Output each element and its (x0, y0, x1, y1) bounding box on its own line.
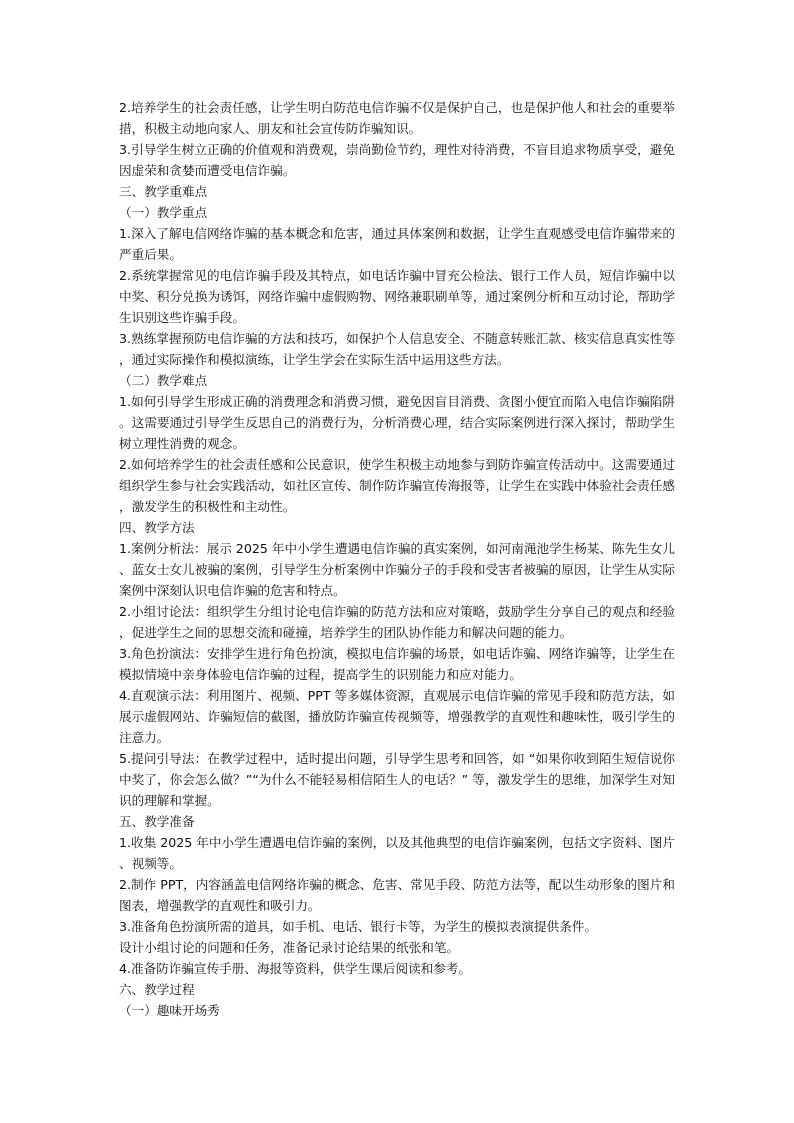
method-paragraph-5: 5.提问引导法：在教学过程中，适时提出问题，引导学生思考和回答，如 “如果你收到陌生短信说你中奖了，你会怎么做？”“为什么不能轻易相信陌生人的电话？” 等，激发学生的思维，加深学生对知识的理解和掌握。 (119, 751, 675, 808)
preparation-paragraph-3: 3.准备角色扮演所需的道具，如手机、电话、银行卡等，为学生的模拟表演提供条件。 (119, 919, 597, 934)
focus-paragraph-2: 2.系统掌握常见的电信诈骗手段及其特点，如电话诈骗中冒充公检法、银行工作人员，短信诈骗中以中奖、积分兑换为诱饵，网络诈骗中虚假购物、网络兼职刷单等，通过案例分析和互动讨论，帮助学生识别这些诈骗手段。 (119, 268, 675, 325)
section-heading-preparation: 五、教学准备 (119, 814, 195, 829)
preparation-paragraph-1: 1.收集 2025 年中小学生遭遇电信诈骗的案例，以及其他典型的电信诈骗案例，包括文字资料、图片、视频等。 (119, 835, 675, 871)
focus-paragraph-3: 3.熟练掌握预防电信诈骗的方法和技巧，如保护个人信息安全、不随意转账汇款、核实信息真实性等，通过实际操作和模拟演练，让学生学会在实际生活中运用这些方法。 (119, 331, 675, 367)
method-paragraph-2: 2.小组讨论法：组织学生分组讨论电信诈骗的防范方法和应对策略，鼓励学生分享自己的观点和经验，促进学生之间的思想交流和碰撞，培养学生的团队协作能力和解决问题的能力。 (119, 604, 675, 640)
method-paragraph-1: 1.案例分析法：展示 2025 年中小学生遭遇电信诈骗的真实案例，如河南渑池学生杨某、陈先生女儿、蓝女士女儿被骗的案例，引导学生分析案例中诈骗分子的手段和受害者被骗的原因，让学生从实际案例中深刻认识电信诈骗的危害和特点。 (119, 541, 675, 598)
subheading-focus: （一）教学重点 (119, 205, 208, 220)
objective-paragraph-2: 2.培养学生的社会责任感，让学生明白防范电信诈骗不仅是保护自己，也是保护他人和社会的重要举措，积极主动地向家人、朋友和社会宣传防诈骗知识。 (119, 100, 675, 136)
preparation-paragraph-4: 4.准备防诈骗宣传手册、海报等资料，供学生课后阅读和参考。 (119, 961, 472, 976)
difficulty-paragraph-1: 1.如何引导学生形成正确的消费理念和消费习惯，避免因盲目消费、贪图小便宜而陷入电信诈骗陷阱。这需要通过引导学生反思自己的消费行为，分析消费心理，结合实际案例进行深入探讨，帮助学生树立理性消费的观念。 (119, 394, 675, 451)
section-heading-process: 六、教学过程 (119, 982, 195, 997)
preparation-paragraph-2: 2.制作 PPT，内容涵盖电信网络诈骗的概念、危害、常见手段、防范方法等，配以生动形象的图片和图表，增强教学的直观性和吸引力。 (119, 877, 675, 913)
section-heading-methods: 四、教学方法 (119, 520, 195, 535)
method-paragraph-4: 4.直观演示法：利用图片、视频、PPT 等多媒体资源，直观展示电信诈骗的常见手段和防范方法，如展示虚假网站、诈骗短信的截图，播放防诈骗宣传视频等，增强教学的直观性和趣味性，吸引学生的注意力。 (119, 688, 675, 745)
subheading-difficulty: （二）教学难点 (119, 373, 208, 388)
difficulty-paragraph-2: 2.如何培养学生的社会责任感和公民意识，使学生积极主动地参与到防诈骗宣传活动中。这需要通过组织学生参与社会实践活动，如社区宣传、制作防诈骗宣传海报等，让学生在实践中体验社会责任感，激发学生的积极性和主动性。 (119, 457, 675, 514)
document-page (119, 97, 675, 1021)
section-heading-key-points: 三、教学重难点 (119, 184, 208, 199)
preparation-paragraph-extra: 设计小组讨论的问题和任务，准备记录讨论结果的纸张和笔。 (119, 940, 460, 955)
focus-paragraph-1: 1.深入了解电信网络诈骗的基本概念和危害，通过具体案例和数据，让学生直观感受电信诈骗带来的严重后果。 (119, 226, 675, 262)
method-paragraph-3: 3.角色扮演法：安排学生进行角色扮演，模拟电信诈骗的场景，如电话诈骗、网络诈骗等，让学生在模拟情境中亲身体验电信诈骗的过程，提高学生的识别能力和应对能力。 (119, 646, 675, 682)
subheading-opening: （一）趣味开场秀 (119, 1003, 220, 1018)
objective-paragraph-3: 3.引导学生树立正确的价值观和消费观，崇尚勤俭节约，理性对待消费，不盲目追求物质享受，避免因虚荣和贪婪而遭受电信诈骗。 (119, 142, 675, 178)
